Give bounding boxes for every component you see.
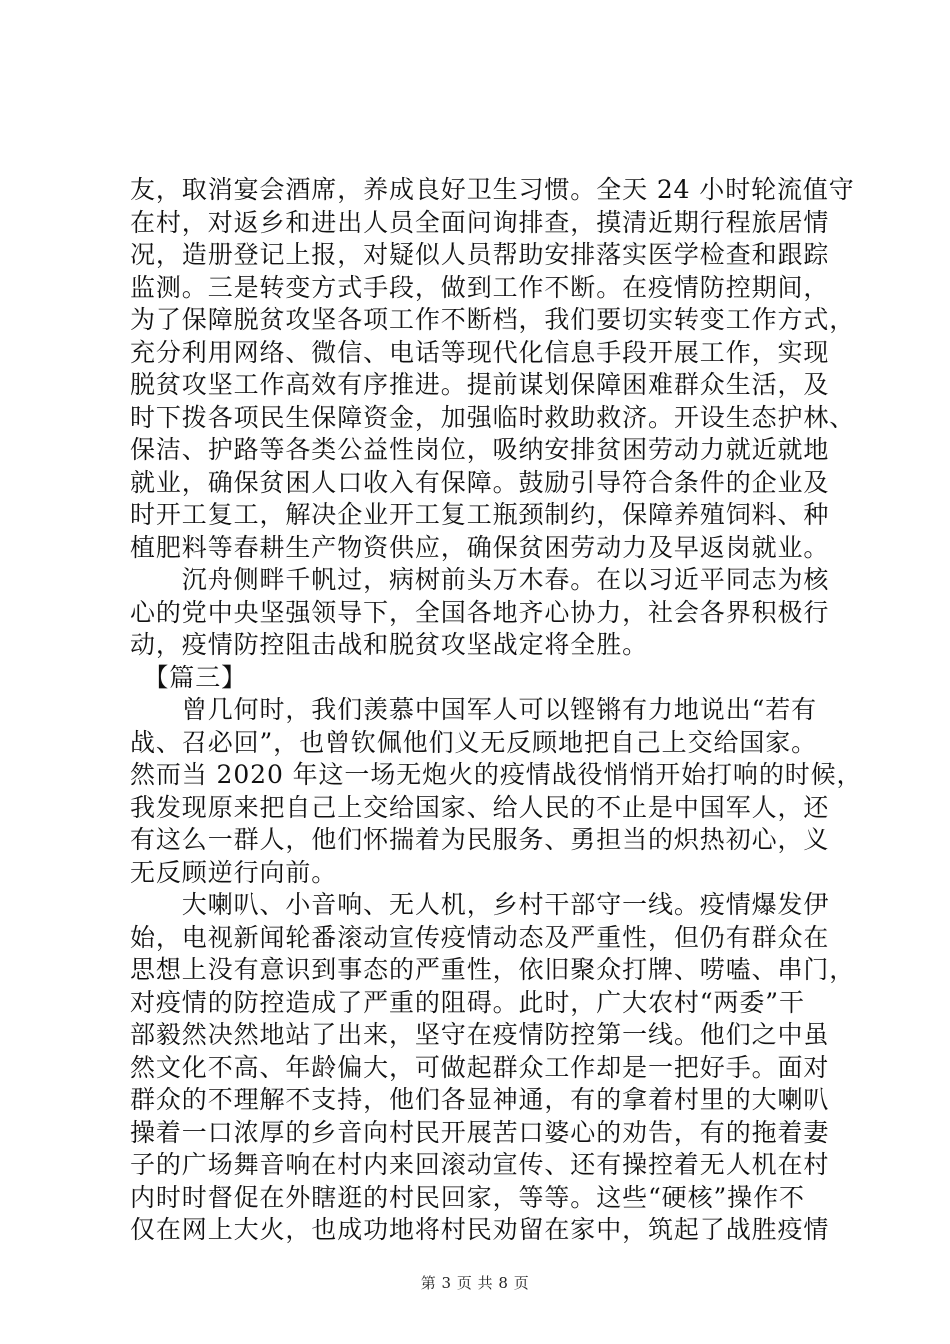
text-line: 心的党中央坚强领导下，全国各地齐心协力，社会各界积极行 bbox=[130, 597, 830, 627]
text-line: 为了保障脱贫攻坚各项工作不断档，我们要切实转变工作方式， bbox=[130, 305, 856, 334]
text-line: 就业，确保贫困人口收入有保障。鼓励引导符合条件的企业及 bbox=[130, 467, 830, 497]
text-line: 仅在网上大火，也成功地将村民劝留在家中，筑起了战胜疫情 bbox=[130, 1215, 830, 1244]
text-line: 动，疫情防控阻击战和脱贫攻坚战定将全胜。 bbox=[130, 630, 649, 659]
text-line: 对疫情的防控造成了严重的阻碍。此时，广大农村“两委”干 bbox=[130, 987, 805, 1017]
text-line: 植肥料等春耕生产物资供应，确保贫困劳动力及早返岗就业。 bbox=[130, 532, 830, 562]
page-footer: 第 3 页 共 8 页 bbox=[420, 1274, 530, 1292]
text-line: 充分利用网络、微信、电话等现代化信息手段开展工作，实现 bbox=[130, 337, 830, 367]
text-line: 内时时督促在外瞎逛的村民回家，等等。这些“硬核”操作不 bbox=[130, 1182, 805, 1212]
text-line: 子的广场舞音响在村内来回滚动宣传、还有操控着无人机在村 bbox=[130, 1150, 830, 1179]
text-line: 我发现原来把自己上交给国家、给人民的不止是中国军人，还 bbox=[130, 792, 830, 822]
text-line: 操着一口浓厚的乡音向村民开展苦口婆心的劝告，有的拖着妻 bbox=[130, 1117, 830, 1147]
text-line: 沉舟侧畔千帆过，病树前头万木春。在以习近平同志为核 bbox=[130, 565, 830, 594]
text-line: 然而当 2020 年这一场无炮火的疫情战役悄悄开始打响的时候， bbox=[130, 760, 863, 789]
text-line: 无反顾逆行向前。 bbox=[130, 857, 338, 887]
text-line: 况，造册登记上报，对疑似人员帮助安排落实医学检查和跟踪 bbox=[130, 240, 830, 269]
text-line: 脱贫攻坚工作高效有序推进。提前谋划保障困难群众生活，及 bbox=[130, 370, 830, 399]
text-line: 监测。三是转变方式手段，做到工作不断。在疫情防控期间， bbox=[130, 272, 830, 302]
text-line: 曾几何时，我们羡慕中国军人可以铿锵有力地说出“若有 bbox=[130, 695, 818, 724]
text-line: 思想上没有意识到事态的严重性，依旧聚众打牌、唠嗑、串门， bbox=[130, 955, 856, 984]
text-line: 始，电视新闻轮番滚动宣传疫情动态及严重性，但仍有群众在 bbox=[130, 922, 830, 952]
body-text bbox=[130, 174, 863, 1247]
text-line: 然文化不高、年龄偏大，可做起群众工作却是一把好手。面对 bbox=[130, 1052, 830, 1082]
text-line: 保洁、护路等各类公益性岗位，吸纳安排贫困劳动力就近就地 bbox=[130, 435, 830, 464]
text-line: 时下拨各项民生保障资金，加强临时救助救济。开设生态护林、 bbox=[130, 402, 856, 432]
text-line: 时开工复工，解决企业开工复工瓶颈制约，保障养殖饲料、种 bbox=[130, 500, 830, 529]
text-line: 在村，对返乡和进出人员全面问询排查，摸清近期行程旅居情 bbox=[130, 207, 830, 237]
text-line: 部毅然决然地站了出来，坚守在疫情防控第一线。他们之中虽 bbox=[130, 1020, 830, 1049]
text-line: 大喇叭、小音响、无人机，乡村干部守一线。疫情爆发伊 bbox=[130, 890, 830, 919]
text-line: 群众的不理解不支持，他们各显神通，有的拿着村里的大喇叭 bbox=[130, 1085, 830, 1114]
text-line: 友，取消宴会酒席，养成良好卫生习惯。全天 24 小时轮流值守 bbox=[130, 175, 855, 204]
section-heading: 【篇三】 bbox=[130, 662, 248, 692]
text-line: 战、召必回”，也曾钦佩他们义无反顾地把自己上交给国家。 bbox=[130, 727, 818, 757]
text-line: 有这么一群人，他们怀揣着为民服务、勇担当的炽热初心，义 bbox=[130, 825, 830, 854]
